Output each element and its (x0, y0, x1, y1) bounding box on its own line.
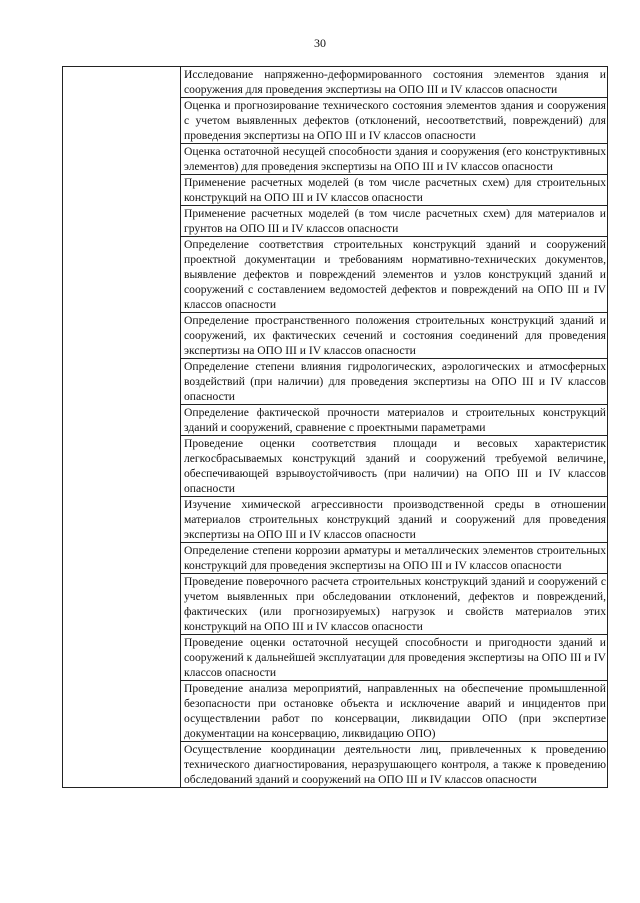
left-column-cell (63, 67, 181, 788)
table-cell-text: Проведение оценки остаточной несущей способности и пригодности зданий и сооружений к дальнейшей эксплуатации для проведения экспертизы на ОПО III и IV классов опасности (181, 635, 608, 681)
requirements-table (62, 66, 608, 788)
table-cell-text: Определение степени влияния гидрологических, аэрологических и атмосферных воздействий (при наличии) для проведения экспертизы на ОПО III и IV классов опасности (181, 359, 608, 405)
table-cell-text: Изучение химической агрессивности производственной среды в отношении материалов строительных конструкций зданий и сооружений для проведения экспертизы на ОПО III и IV классов опасности (181, 497, 608, 543)
table-cell-text: Оценка остаточной несущей способности здания и сооружения (его конструктивных элементов) для проведения экспертизы на ОПО III и IV классов опасности (181, 144, 608, 175)
table-cell-text: Оценка и прогнозирование технического состояния элементов здания и сооружения с учетом выявленных дефектов (отклонений, несоответствий, повреждений) для проведения экспертизы на ОПО III и IV классов опасности (181, 98, 608, 144)
table-cell-text: Проведение поверочного расчета строительных конструкций зданий и сооружений с учетом выявленных при обследовании отклонений, дефектов и повреждений, фактических (или прогнозируемых) нагрузок и свойств материалов этих конструкций на ОПО III и IV классов опасности (181, 574, 608, 635)
table-cell-text: Применение расчетных моделей (в том числе расчетных схем) для материалов и грунтов на ОПО III и IV классов опасности (181, 206, 608, 237)
table-cell-text: Исследование напряженно-деформированного состояния элементов здания и сооружения для проведения экспертизы на ОПО III и IV классов опасности (181, 67, 608, 98)
table-row (63, 67, 608, 98)
table-cell-text: Проведение оценки соответствия площади и весовых характеристик легкосбрасываемых конструкций зданий и сооружений требуемой величине, обеспечивающей взрывоустойчивость (при наличии) на ОПО III и IV классов опасности (181, 436, 608, 497)
table-cell-text: Проведение анализа мероприятий, направленных на обеспечение промышленной безопасности при остановке объекта и исключение аварий и инцидентов при осуществлении работ по консервации, ликвидации ОПО (при экспертизе документации на консервацию, ликвидацию ОПО) (181, 681, 608, 742)
table-cell-text: Определение пространственного положения строительных конструкций зданий и сооружений, их фактических сечений и состояния соединений для проведения экспертизы на ОПО III и IV классов опасности (181, 313, 608, 359)
table-cell-text: Определение соответствия строительных конструкций зданий и сооружений проектной документации и требованиям нормативно-технических документов, выявление дефектов и повреждений элементов и узлов конструкций зданий и сооружений с составлением ведомостей дефектов и повреждений на ОПО III и IV классов опасности (181, 237, 608, 313)
table-cell-text: Определение степени коррозии арматуры и металлических элементов строительных конструкций для проведения экспертизы на ОПО III и IV классов опасности (181, 543, 608, 574)
table-cell-text: Определение фактической прочности материалов и строительных конструкций зданий и сооружений, сравнение с проектными параметрами (181, 405, 608, 436)
table-cell-text: Применение расчетных моделей (в том числе расчетных схем) для строительных конструкций на ОПО III и IV классов опасности (181, 175, 608, 206)
page-number: 30 (314, 36, 326, 50)
table-cell-text: Осуществление координации деятельности лиц, привлеченных к проведению технического диагностирования, неразрушающего контроля, а также к проведению обследований зданий и сооружений на ОПО III и IV классов опасности (181, 742, 608, 788)
